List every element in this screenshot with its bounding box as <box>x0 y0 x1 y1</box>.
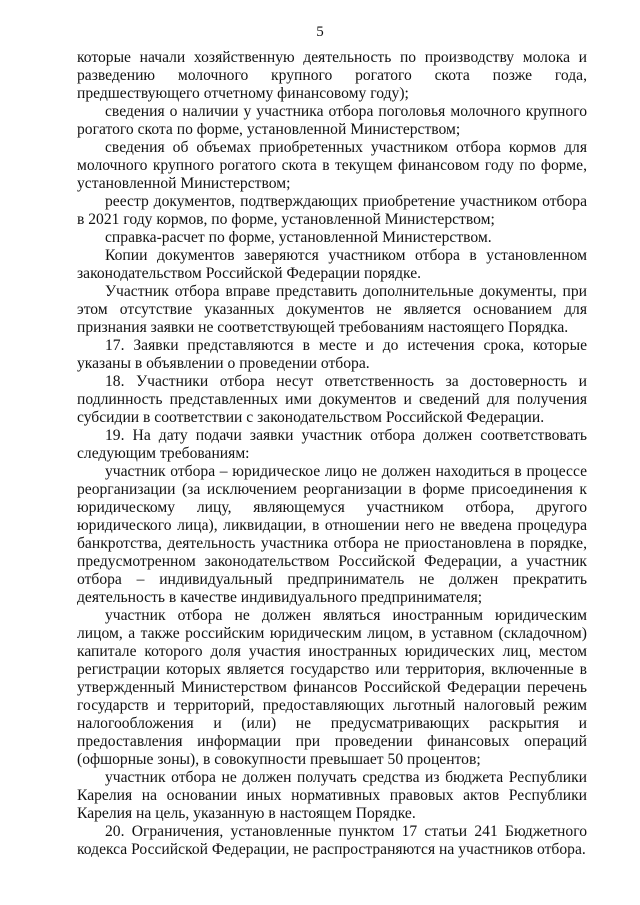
paragraph-6: Копии документов заверяются участником отбора в установленном законодательством Российской Федерации порядке. <box>77 247 587 282</box>
paragraph-5: справка-расчет по форме, установленной Министерством. <box>105 229 492 246</box>
paragraph-8: 17. Заявки представляются в месте и до истечения срока, которые указаны в объявлении о проведении отбора. <box>77 337 587 372</box>
paragraph-4: реестр документов, подтверждающих приобретение участником отбора в 2021 году кормов, по форме, установленной Министерством; <box>77 193 587 228</box>
page-number: 5 <box>316 24 324 40</box>
paragraph-10: 19. На дату подачи заявки участник отбора должен соответствовать следующим требованиям: <box>77 427 587 462</box>
document-body <box>77 49 587 859</box>
paragraph-9: 18. Участники отбора несут ответственность за достоверность и подлинность представленных ими документов и сведений для получения субсидии в соответствии с законодательством Российской Федерации. <box>77 373 587 426</box>
paragraph-7: Участник отбора вправе представить дополнительные документы, при этом отсутствие указанных документов не является основанием для признания заявки не соответствующей требованиям настоящего Порядка. <box>77 283 587 336</box>
paragraph-3: сведения об объемах приобретенных участником отбора кормов для молочного крупного рогатого скота в текущем финансовом году по форме, установленной Министерством; <box>77 139 587 192</box>
paragraph-1: которые начали хозяйственную деятельность по производству молока и разведению молочного крупного рогатого скота позже года, предшествующего отчетному финансовому году); <box>77 49 587 102</box>
paragraph-2: сведения о наличии у участника отбора поголовья молочного крупного рогатого скота по форме, установленной Министерством; <box>77 103 587 138</box>
paragraph-14: 20. Ограничения, установленные пунктом 17 статьи 241 Бюджетного кодекса Российской Федерации, не распространяются на участников отбора. <box>77 823 587 858</box>
paragraph-13: участник отбора не должен получать средства из бюджета Республики Карелия на основании иных нормативных правовых актов Республики Карелия на цель, указанную в настоящем Порядке. <box>77 769 587 822</box>
paragraph-11: участник отбора – юридическое лицо не должен находиться в процессе реорганизации (за исключением реорганизации в форме присоединения к юридическому лицу, являющемуся участником отбора, другого юридического лица), ликвидации, в отношении него не введена процедура банкротства, деятельность участника отбора не приостановлена в порядке, предусмотренном законодательством Российской Федерации, а участник отбора – индивидуальный предприниматель не должен прекратить деятельность в качестве индивидуального предпринимателя; <box>77 463 587 606</box>
paragraph-12: участник отбора не должен являться иностранным юридическим лицом, а также российским юридическим лицом, в уставном (складочном) капитале которого доля участия иностранных юридических лиц, местом регистрации которых является государство или территория, включенные в утвержденный Министерством финансов Российской Федерации перечень государств и территорий, предоставляющих льготный налоговый режим налогообложения и (или) не предусматривающих раскрытия и предоставления информации при проведении финансовых операций (офшорные зоны), в совокупности превышает 50 процентов; <box>77 607 587 768</box>
